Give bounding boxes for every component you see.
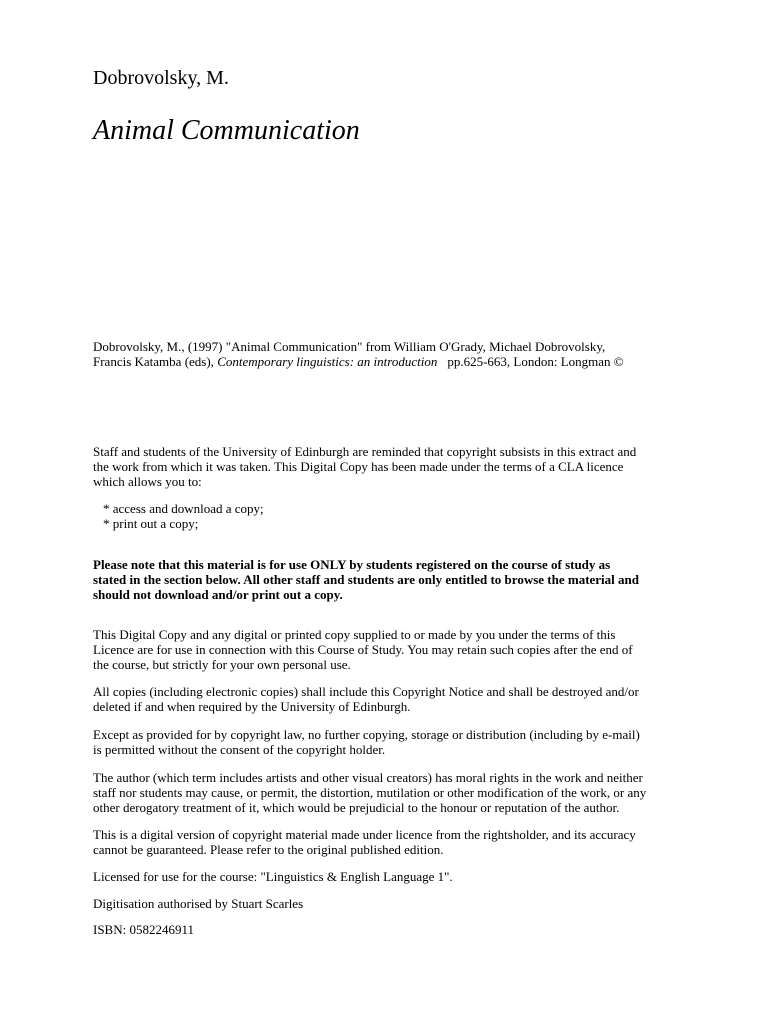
text-line: staff nor students may cause, or permit, the distortion, mutilation or other modification of the work, or any xyxy=(93,785,647,800)
citation-book-title: Contemporary linguistics: an introduction xyxy=(217,354,438,369)
course-license-line: Licensed for use for the course: "Linguistics & English Language 1". xyxy=(93,869,453,884)
text-line: should not download and/or print out a copy. xyxy=(93,587,343,602)
citation-editors: Francis Katamba (eds), xyxy=(93,354,214,369)
digitisation-authorisation: Digitisation authorised by Stuart Scarles xyxy=(93,896,304,911)
digital-version-paragraph xyxy=(93,827,673,857)
text-line: the course, but strictly for your own personal use. xyxy=(93,657,351,672)
text-line: This is a digital version of copyright material made under licence from the rightsholder, and its accuracy xyxy=(93,827,636,842)
citation-line-1: Dobrovolsky, M., (1997) "Animal Communication" from William O'Grady, Michael Dobrovolsky, xyxy=(93,339,606,354)
text-line: is permitted without the consent of the copyright holder. xyxy=(93,742,386,757)
isbn-line: ISBN: 0582246911 xyxy=(93,922,194,937)
citation xyxy=(93,339,693,369)
text-line: The author (which term includes artists and other visual creators) has moral rights in the work and neither xyxy=(93,770,643,785)
text-line: Staff and students of the University of Edinburgh are reminded that copyright subsists in this extract and xyxy=(93,444,637,459)
use-terms-paragraph xyxy=(93,627,673,672)
text-line: This Digital Copy and any digital or printed copy supplied to or made by you under the terms of this xyxy=(93,627,616,642)
permissions-list xyxy=(103,501,264,531)
text-line: stated in the section below. All other staff and students are only entitled to browse the material and xyxy=(93,572,639,587)
text-line: All copies (including electronic copies) shall include this Copyright Notice and shall be destroyed and/or xyxy=(93,684,639,699)
text-line: the work from which it was taken. This Digital Copy has been made under the terms of a CLA licence xyxy=(93,459,624,474)
copyright-intro xyxy=(93,444,673,489)
permission-item: * access and download a copy; xyxy=(103,501,264,516)
permission-item: * print out a copy; xyxy=(103,516,199,531)
moral-rights-paragraph xyxy=(93,770,673,815)
author-name: Dobrovolsky, M. xyxy=(93,67,229,89)
copying-restriction-paragraph xyxy=(93,727,673,757)
text-line: other derogatory treatment of it, which would be prejudicial to the honour or reputation of the author. xyxy=(93,800,620,815)
text-line: deleted if and when required by the University of Edinburgh. xyxy=(93,699,411,714)
text-line: Licence are for use in connection with this Course of Study. You may retain such copies after the end of xyxy=(93,642,633,657)
citation-line-2 xyxy=(93,354,693,369)
text-line: Please note that this material is for use ONLY by students registered on the course of study as xyxy=(93,557,611,572)
copies-paragraph xyxy=(93,684,673,714)
text-line: cannot be guaranteed. Please refer to the original published edition. xyxy=(93,842,444,857)
usage-warning xyxy=(93,557,673,602)
text-line: Except as provided for by copyright law, no further copying, storage or distribution (including by e-mail) xyxy=(93,727,640,742)
text-line: which allows you to: xyxy=(93,474,202,489)
citation-publication: pp.625-663, London: Longman © xyxy=(447,354,624,369)
work-title: Animal Communication xyxy=(93,115,360,146)
